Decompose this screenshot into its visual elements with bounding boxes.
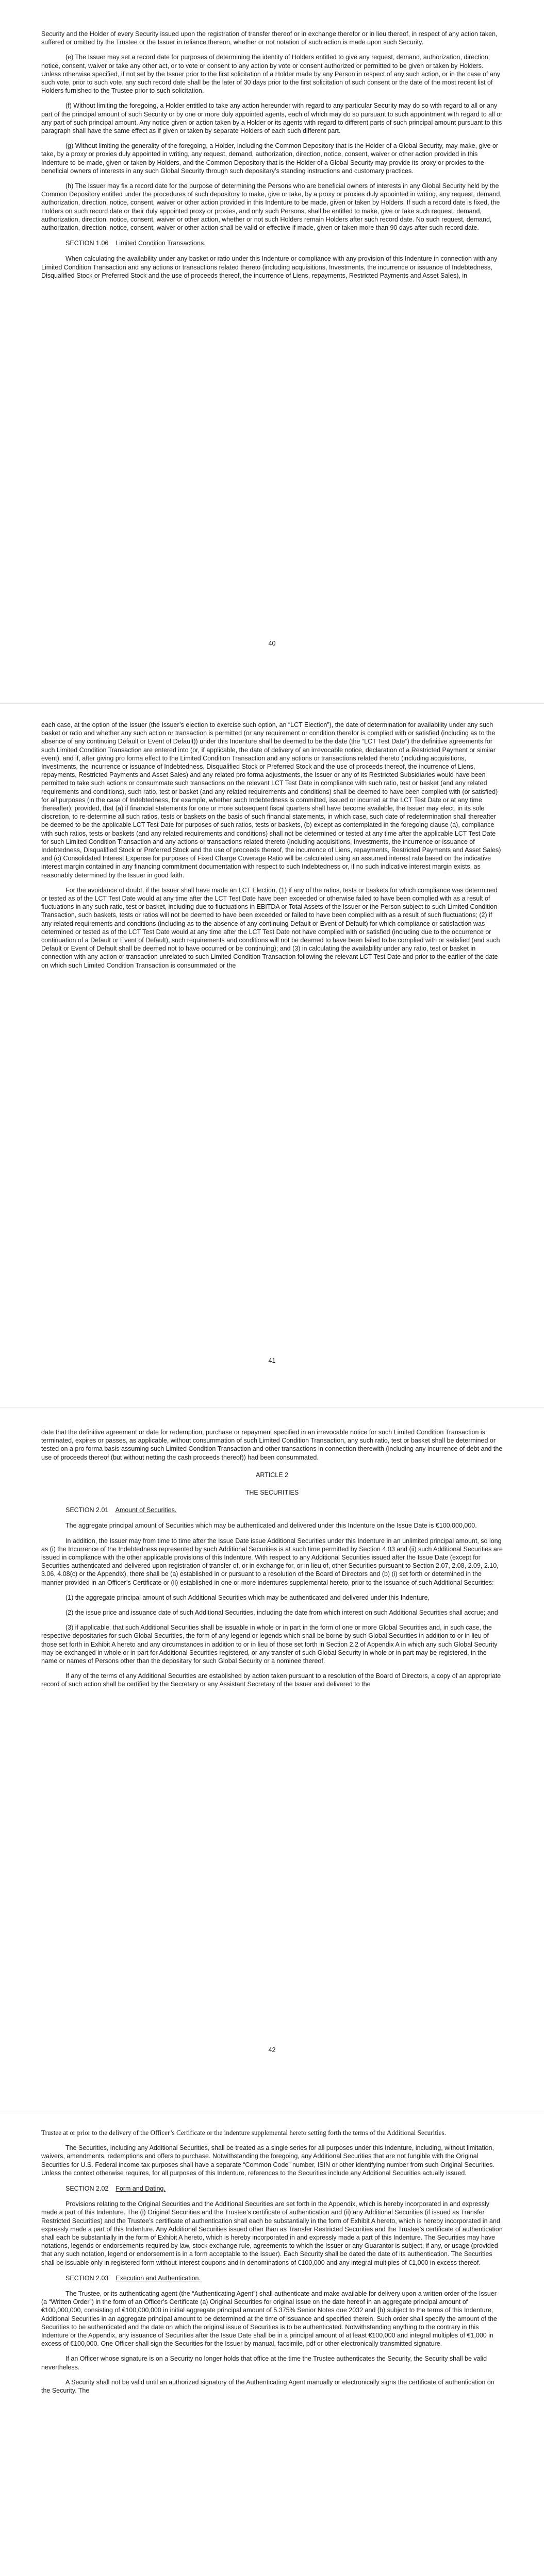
section-heading-2-01 — [41, 1506, 503, 1514]
page-41 — [0, 704, 544, 1407]
section-number: SECTION 2.02 — [65, 2185, 109, 2193]
paragraph-item-2: (2) the issue price and issuance date of such Additional Securities, including the date from which interest on such Additional Securities shall accrue; and — [65, 1609, 498, 1617]
article-number: ARTICLE 2 — [256, 1471, 288, 1479]
section-title: Amount of Securities. — [115, 1506, 177, 1514]
paragraph-item-3: (3) if applicable, that such Additional Securities shall be issuable in whole or in part in the form of one or more Global Securities and, in such case, the respective depositaries for such Global Securities, the form of any legend or legends which shall be borne by such Global Securities in addition to or in lieu of those set forth in Exhibit A hereto and any circumstances in addition to or in lieu of those set forth in Section 2.2 of Appendix A in which any such Global Security may be exchanged in whole or in part for Additional Securities registered, or any transfer of such Global Security in whole or in part may be registered, in the name or names of Persons other than the depositary for such Global Security or a nominee thereof. — [41, 1624, 498, 1665]
paragraph-continuation-text: Trustee at or prior to the delivery of the Officer’s Certificate or the indenture supplemental hereto setting forth the terms of the Additional Securities. — [41, 2129, 446, 2137]
paragraph-avoidance-of-doubt: For the avoidance of doubt, if the Issuer shall have made an LCT Election, (1) if any of the ratios, tests or baskets for which compliance was determined or tested as of the LCT Test Date would at any time after the LCT Test Date have been exceeded or otherwise failed to have been complied with as a result of fluctuations in any such ratio, test or basket, including due to fluctuations in EBITDA or Total Assets of the Issuer or the Person subject to such Limited Condition Transaction, such baskets, tests or ratios will not be deemed to have been exceeded or failed to have been complied with as a result of such fluctuations; (2) if any related requirements and conditions (including as to the absence of any continuing Default or Event of Default) for which compliance or satisfaction was determined or tested as of the LCT Test Date would at any time after the LCT Test Date not have complied with or satisfied (including due to the occurrence or continuation of a Default or Event of Default), such requirements and conditions will not be deemed to have been failed to be complied with or satisfied (and such Default or Event of Default shall be deemed not to have occurred or be continuing); and (3) in calculating the availability under any ratio, test or basket in connection with any action or transaction unrelated to such Limited Condition Transaction following the relevant LCT Test Date and prior to the earlier of the date on which such Limited Condition Transaction is consummated or the — [41, 886, 500, 969]
section-title: Limited Condition Transactions. — [116, 240, 206, 247]
paragraph-single-series: The Securities, including any Additional Securities, shall be treated as a single series for all purposes under this Indenture, including, without limitation, waivers, amendments, redemptions and offers to purchase. Notwithstanding the foregoing, any Additional Securities that are not fungible with the Original Securities for U.S. Federal income tax purposes shall have a separate “Common Code” number, ISIN or other identifying number from such Original Securities. Unless the context otherwise requires, for all purposes of this Indenture, references to the Securities include any Additional Securities actually issued. — [41, 2144, 494, 2177]
section-heading-2-03 — [41, 2274, 503, 2282]
page-number: 42 — [268, 2046, 276, 2054]
paragraph-authenticating-agent: The Trustee, or its authenticating agent (the “Authenticating Agent”) shall authenticate and make available for delivery upon a written order of the Issuer (a “Written Order”) in the form of an Officer’s Certificate (a) Original Securities for original issue on the date hereof in an aggregate principal amount of €100,000,000, consisting of €100,000,000 in initial aggregate principal amount of 5.375% Senior Notes due 2032 and (b) subject to the terms of this Indenture, Additional Securities in an aggregate principal amount to be determined at the time of issuance and specified therein. Such order shall specify the amount of the Securities to be authenticated and the date on which the original issue of Securities is to be authenticated. Notwithstanding anything to the contrary in this Indenture or the Appendix, any issuance of Securities after the Issue Date shall be in a principal amount of at least €100,000 and integral multiples of €1,000 in excess of €100,000. One Officer shall sign the Securities for the Issuer by manual, facsimile, pdf or other electronically transmitted signature. — [41, 2290, 497, 2348]
section-number: SECTION 2.01 — [65, 1506, 109, 1514]
section-number: SECTION 1.06 — [65, 240, 109, 247]
section-title: Form and Dating. — [116, 2185, 166, 2193]
paragraph-item-1: (1) the aggregate principal amount of such Additional Securities which may be authenticated and delivered under this Indenture, — [65, 1594, 430, 1601]
paragraph-h: (h) The Issuer may fix a record date for the purpose of determining the Persons who are beneficial owners of interests in any Global Security held by the Common Depository entitled under the procedures of such depository to make, give or take, by a proxy or proxies duly appointed in writing, any request, demand, authorization, direction, notice, consent, waiver or other action provided in this Indenture to be made, given or taken by Holders. If such a record date is fixed, the Holders on such record date or their duly appointed proxy or proxies, and only such Persons, shall be entitled to make, give or take such request, demand, authorization, direction, notice, consent, waiver or other action, whether or not such Holders remain Holders after such record date. No such request, demand, authorization, direction, notice, consent, waiver or other action shall be valid or effective if made, given or taken more than 90 days after such record date. — [41, 182, 502, 232]
paragraph-continuation: date that the definitive agreement or date for redemption, purchase or repayment specified in an irrevocable notice for such Limited Condition Transaction is terminated, expires or passes, as applicable, without consummation of such Limited Condition Transaction, any such ratio, test or basket shall be determined or tested on a pro forma basis assuming such Limited Condition Transaction and other transactions in connection therewith (including any incurrence of debt and the use of proceeds thereof (but without netting the cash proceeds thereof)) had been consummated. — [41, 1429, 503, 1461]
paragraph-continuation: Security and the Holder of every Security issued upon the registration of transfer thereof or in exchange therefor or in lieu thereof, in respect of any action taken, suffered or omitted by the Trustee or the Issuer in reliance thereon, whether or not notation of such action is made upon such Security. — [41, 30, 498, 46]
paragraph-validity: A Security shall not be valid until an authorized signatory of the Authenticating Agent manually or electronically signs the certificate of authentication on the Security. The — [41, 2378, 494, 2395]
page-40 — [0, 0, 544, 703]
paragraph-lct-election: each case, at the option of the Issuer (the Issuer’s election to exercise such option, an “LCT Election”), the date of determination for availability under any such basket or ratio and whether any such action or transaction is permitted (or any requirement or condition therefor is complied with or satisfied (including as to the absence of any continuing Default or Event of Default)) under this Indenture shall be deemed to be the date (the “LCT Test Date”) the definitive agreements for such Limited Condition Transaction are entered into (or, if applicable, the date of delivery of an irrevocable notice, declaration of a Restricted Payment or similar event), and if, after giving pro forma effect to the Limited Condition Transaction and any actions or transactions related thereto (including acquisitions, Investments, the incurrence or issuance of Indebtedness, Disqualified Stock or Preferred Stock and the use of proceeds thereof, the incurrence of Liens, repayments, Restricted Payments and Asset Sales) and any related pro forma adjustments, the Issuer or any of its Restricted Subsidiaries would have been permitted to take such actions or consummate such transactions on the relevant LCT Test Date in compliance with such ratio, test or basket (and any related requirements and conditions), such ratio, test or basket (and any related requirements and conditions) shall be deemed to have been complied with (or satisfied) for all purposes (in the case of Indebtedness, for example, whether such Indebtedness is committed, issued or incurred at the LCT Test Date or at any time thereafter); provided, that (a) if financial statements for one or more subsequent fiscal quarters shall have become available, the Issuer may elect, in its sole discretion, to re-determine all such ratios, tests or baskets on the basis of such financial statements, in which case, such date of redetermination shall thereafter be deemed to be the applicable LCT Test Date for purposes of such ratios, tests or baskets, (b) except as contemplated in the foregoing clause (a), compliance with such ratios, tests or baskets (and any related requirements and conditions) shall not be determined or tested at any time after the applicable LCT Test Date for such Limited Condition Transaction and any actions or transactions related thereto (including acquisitions, Investments, the incurrence or issuance of Indebtedness, Disqualified Stock or Preferred Stock and the use of proceeds thereof, the incurrence of Liens, repayments, Restricted Payments and Asset Sales) and (c) Consolidated Interest Expense for purposes of Fixed Charge Coverage Ratio will be calculated using an assumed interest rate based on the indicative interest margin contained in any financing commitment documentation with respect to such Indebtedness or, if no such indicative interest margin exists, as reasonably determined by the Issuer in good faith. — [41, 721, 501, 879]
paragraph-form-dating: Provisions relating to the Original Securities and the Additional Securities are set forth in the Appendix, which is hereby incorporated in and expressly made a part of this Indenture. The (i) Original Securities and the Trustee’s certificate of authentication and (ii) any Additional Securities (if issued as Transfer Restricted Securities) and the Trustee’s certificate of authentication shall each be substantially in the form of Exhibit A hereto, which is hereby incorporated in and expressly made a part of this Indenture. Any Additional Securities issued other than as Transfer Restricted Securities and the Trustee’s certificate of authentication shall each be substantially in the form of Exhibit A hereto, which is hereby incorporated in and expressly made a part of this Indenture. The Securities may have notations, legends or endorsements required by law, stock exchange rule, agreements to which the Issuer or any Guarantor is subject, if any, or usage (provided that any such notation, legend or endorsement is in a form acceptable to the Issuer). Each Security shall be dated the date of its authentication. The Securities shall be issuable only in registered form without interest coupons and in denominations of €100,000 and any integral multiples of €1,000 in excess thereof. — [41, 2200, 503, 2266]
paragraph-board-resolution: If any of the terms of any Additional Securities are established by action taken pursuant to a resolution of the Board of Directors, a copy of an appropriate record of such action shall be certified by the Secretary or any Assistant Secretary of the Issuer and delivered to the — [41, 1672, 501, 1688]
paragraph-officer-signature: If an Officer whose signature is on a Security no longer holds that office at the time the Trustee authenticates the Security, the Security shall be valid nevertheless. — [41, 2355, 487, 2371]
paragraph-lct-intro: When calculating the availability under any basket or ratio under this Indenture or compliance with any provision of this Indenture in connection with any Limited Condition Transaction and any actions or transactions related thereto (including acquisitions, Investments, the incurrence or issuance of Indebtedness, Disqualified Stock or Preferred Stock and the use of proceeds thereof, the incurrence of Liens, repayments, Restricted Payments and Asset Sales), in — [41, 255, 498, 279]
paragraph-f: (f) Without limiting the foregoing, a Holder entitled to take any action hereunder with regard to any particular Security may do so with regard to all or any part of the principal amount of such Security or by one or more duly appointed agents, each of which may do so pursuant to such appointment with regard to all or any part of such principal amount. Any notice given or action taken by a Holder or its agents with regard to different parts of such principal amount pursuant to this paragraph shall have the same effect as if given or taken by separate Holders of each such different part. — [41, 102, 503, 135]
paragraph-g: (g) Without limiting the generality of the foregoing, a Holder, including the Common Depository that is the Holder of a Global Security, may make, give or take, by a proxy or proxies duly appointed in writing, any request, demand, authorization, direction, notice, consent, waiver or other action provided in this Indenture to be made, given or taken by Holders, and the Common Depository that is the Holder of a Global Security may provide its proxy or proxies to the beneficial owners of interests in any such Global Security through such depositary’s standing instructions and customary practices. — [41, 142, 499, 175]
page-number: 41 — [268, 1357, 276, 1364]
page-43 — [0, 2111, 544, 2576]
paragraph-e: (e) The Issuer may set a record date for purposes of determining the identity of Holders entitled to give any request, demand, authorization, direction, notice, consent, waiver or take any other act, or to vote or consent to any action by vote or consent authorized or permitted to be given or taken by Holders. Unless otherwise specified, if not set by the Issuer prior to the first solicitation of a Holder made by any Person in respect of any such action, or in the case of any such vote, prior to such vote, any such record date shall be the later of 30 days prior to the first solicitation of such consent or the date of the most recent list of Holders furnished to the Trustee prior to such solicitation. — [41, 54, 501, 95]
page-42 — [0, 1408, 544, 2111]
article-title: THE SECURITIES — [245, 1489, 299, 1497]
section-title: Execution and Authentication. — [116, 2274, 201, 2282]
paragraph-additional-securities: In addition, the Issuer may from time to time after the Issue Date issue Additional Securities under this Indenture in an unlimited principal amount, so long as (i) the Incurrence of the Indebtedness represented by such Additional Securities is at such time permitted by Section 4.03 and (ii) such Additional Securities are issued in compliance with the other applicable provisions of this Indenture. With respect to any Additional Securities issued after the Issue Date (except for Securities authenticated and delivered upon registration of transfer of, or in exchange for, or in lieu of, other Securities pursuant to Section 2.07, 2.08, 2.09, 2.10, 3.06, 4.08(c) or the Appendix), there shall be (a) established in or pursuant to a resolution of the Board of Directors and (b) (i) set forth or determined in the manner provided in an Officer’s Certificate or (ii) established in one or more indentures supplemental hereto, prior to the issuance of such Additional Securities: — [41, 1537, 503, 1586]
paragraph-aggregate-amount: The aggregate principal amount of Securities which may be authenticated and delivered under this Indenture on the Issue Date is €100,000,000. — [65, 1522, 477, 1530]
page-number: 40 — [268, 640, 276, 647]
section-number: SECTION 2.03 — [65, 2274, 109, 2282]
section-heading-2-02 — [41, 2184, 503, 2193]
section-heading-1-06 — [41, 239, 503, 247]
paragraph-continuation — [41, 2129, 503, 2137]
